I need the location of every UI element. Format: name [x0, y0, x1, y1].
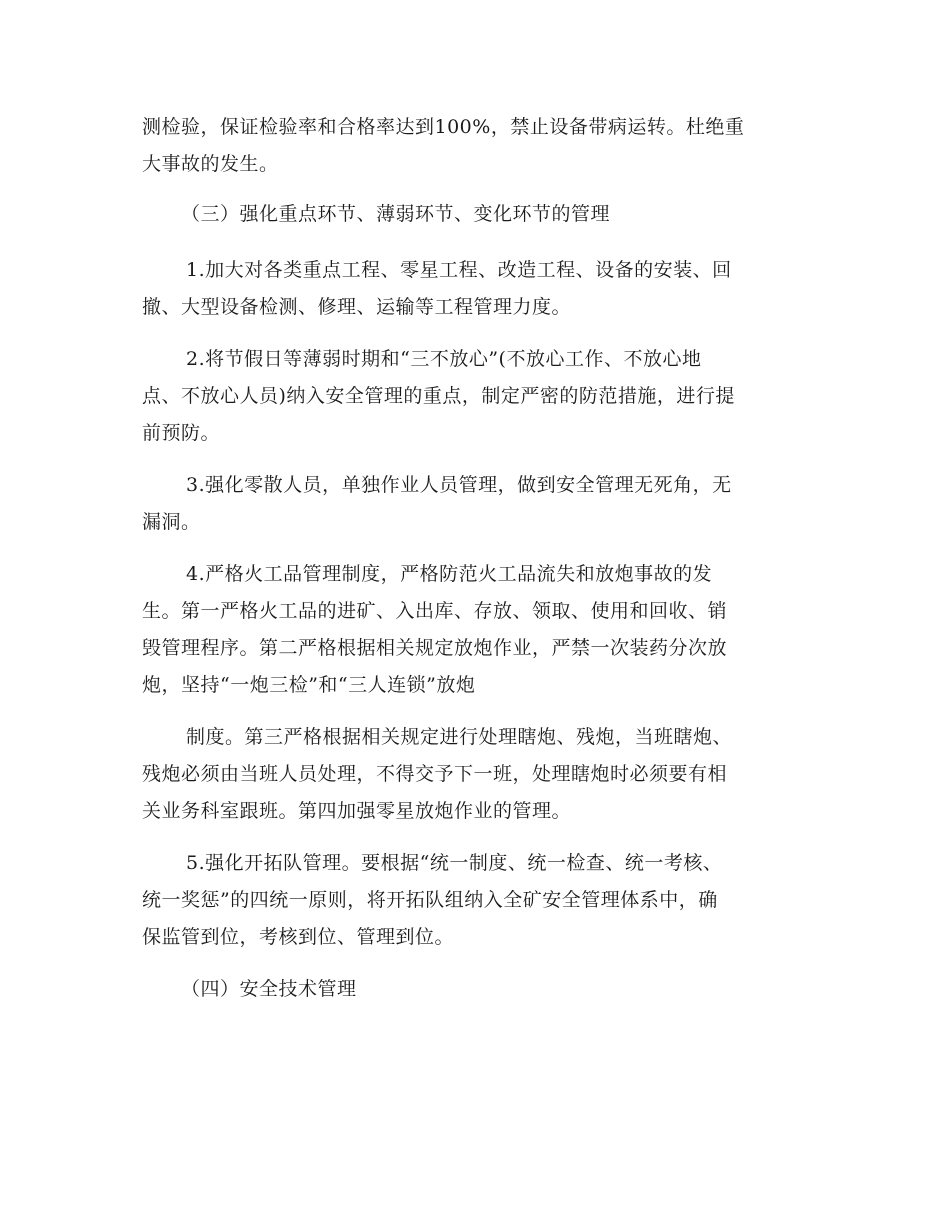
paragraph-line: 2.将节假日等薄弱时期和“三不放心”(不放心工作、不放心地 — [186, 348, 702, 370]
section-heading: （三）强化重点环节、薄弱环节、变化环节的管理 — [181, 203, 611, 225]
paragraph-line: 5.强化开拓队管理。要根据“统一制度、统一检查、统一考核、 — [186, 852, 723, 874]
paragraph-line: 炮，坚持“一炮三检”和“三人连锁”放炮 — [142, 674, 476, 696]
paragraph-line: 测检验，保证检验率和合格率达到100%，禁止设备带病运转。杜绝重 — [142, 116, 745, 138]
section-heading: （四）安全技术管理 — [181, 978, 357, 1000]
paragraph-line: 漏洞。 — [142, 511, 201, 533]
paragraph-line: 大事故的发生。 — [142, 153, 279, 175]
paragraph-line: 3.强化零散人员，单独作业人员管理，做到安全管理无死角，无 — [186, 474, 732, 496]
paragraph-line: 保监管到位，考核到位、管理到位。 — [142, 926, 455, 948]
paragraph-line: 关业务科室跟班。第四加强零星放炮作业的管理。 — [142, 800, 572, 822]
paragraph-line: 前预防。 — [142, 422, 221, 444]
paragraph-line: 点、不放心人员)纳入安全管理的重点，制定严密的防范措施，进行提 — [142, 385, 735, 407]
paragraph-line: 统一奖惩”的四统一原则，将开拓队组纳入全矿安全管理体系中，确 — [142, 889, 718, 911]
paragraph-line: 撤、大型设备检测、修理、运输等工程管理力度。 — [142, 296, 572, 318]
paragraph-line: 1.加大对各类重点工程、零星工程、改造工程、设备的安装、回 — [186, 259, 732, 281]
paragraph-line: 生。第一严格火工品的进矿、入出库、存放、领取、使用和回收、销 — [142, 600, 728, 622]
paragraph-line: 残炮必须由当班人员处理，不得交予下一班，处理瞎炮时必须要有相 — [142, 763, 728, 785]
paragraph-line: 毁管理程序。第二严格根据相关规定放炮作业，严禁一次装药分次放 — [142, 637, 728, 659]
paragraph-line: 4.严格火工品管理制度，严格防范火工品流失和放炮事故的发 — [186, 563, 713, 585]
paragraph-line: 制度。第三严格根据相关规定进行处理瞎炮、残炮，当班瞎炮、 — [186, 726, 733, 748]
